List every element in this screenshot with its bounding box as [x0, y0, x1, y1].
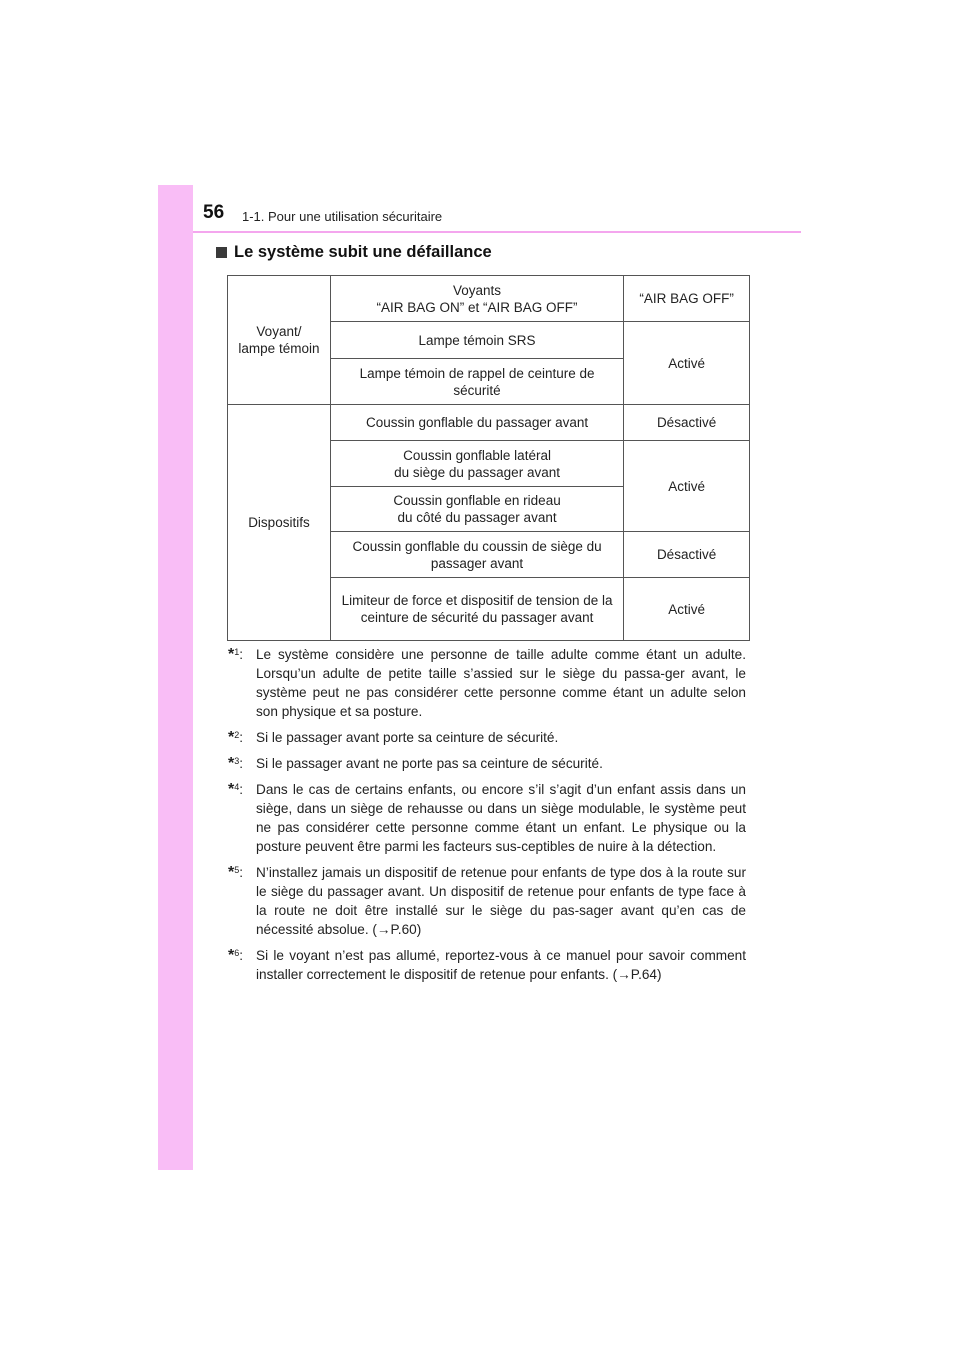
section-title: [216, 243, 492, 262]
footnote-text: Si le passager avant porte sa ceinture de sécurité.: [256, 730, 559, 745]
header-rule: [193, 231, 801, 233]
device-cell: Coussin gonflable du passager avant: [330, 405, 623, 441]
srs-lamp-cell: Lampe témoin SRS: [330, 322, 623, 359]
asterisk-icon: *: [228, 781, 235, 798]
footnote: *$^2$: Si le passager avant porte sa ceinture de sécurité.: [228, 728, 746, 747]
square-bullet-icon: [216, 247, 227, 258]
status-table: [227, 275, 750, 641]
device-cell: Coussin gonflable du coussin de siège du passager avant: [330, 532, 623, 578]
indicator-header-cell: Voyant/ lampe témoin: [228, 276, 331, 405]
footnote: *$^3$: Si le passager avant ne porte pas sa ceinture de sécurité.: [228, 754, 746, 773]
asterisk-icon: *: [228, 864, 235, 881]
footnote-text: Si le passager avant ne porte pas sa ceinture de sécurité.: [256, 756, 603, 771]
footnote: *$^5$: N’installez jamais un dispositif de retenue pour enfants de type dos à la route sur le siège du passager avant. Un dispositif de retenue pour enfants de type face à la route ne doit être installé sur le siège du pas-sager avant qu’en cas de nécessité absolue. (→P.60): [228, 864, 746, 937]
asterisk-icon: *: [228, 947, 235, 964]
device-status-cell: Activé: [624, 441, 750, 532]
table-row: [228, 405, 750, 441]
footnote-number: 2: [234, 730, 240, 740]
device-status-cell: Désactivé: [624, 532, 750, 578]
device-cell: Coussin gonflable en rideau du côté du passager avant: [330, 487, 623, 532]
footnote-text: Si le voyant n’est pas allumé, reportez-vous à ce manuel pour savoir comment installer correctement le dispositif de retenue pour enfants. (→P.64): [256, 948, 746, 982]
footnote: *$^4$: Dans le cas de certains enfants, ou encore s’il s’agit d’un enfant assis dans un siège, dans un siège de rehausse ou dans un siège modulable, le système peut ne pas considérer cette personne comme étant un enfant. Le physique ou la posture peuvent être parmi les facteurs sus-ceptibles de nuire à la détection.: [228, 781, 746, 854]
footnote-number: 3: [234, 756, 240, 766]
footnote-number: 4: [234, 782, 240, 792]
footnote: *$^6$: Si le voyant n’est pas allumé, reportez-vous à ce manuel pour savoir comment installer correctement le dispositif de retenue pour enfants. (→P.64): [228, 947, 746, 982]
footnotes: [228, 645, 746, 991]
asterisk-icon: *: [228, 755, 235, 772]
page-number: 56: [203, 202, 225, 223]
asterisk-icon: *: [228, 646, 235, 663]
device-cell: Limiteur de force et dispositif de tension de la ceinture de sécurité du passager avant: [330, 578, 623, 641]
side-tab-band: [158, 185, 193, 1170]
footnote-text: N’installez jamais un dispositif de retenue pour enfants de type dos à la route sur le siège du passager avant. Un dispositif de retenue pour enfants de type face à la route ne doit être installé sur le siège du pas-sager avant qu’en cas de nécessité absolue. (→P.60): [256, 865, 746, 937]
footnote-number: 6: [234, 948, 240, 958]
airbag-off-column-header: “AIR BAG OFF”: [624, 276, 750, 322]
footnote: *$^1$: Le système considère une personne de taille adulte comme étant un adulte. Lorsqu’un adulte de petite taille s’assied sur le siège du passa-ger avant, le système peut ne pas considérer cette personne comme étant un adulte selon son physique et sa posture.: [228, 646, 746, 719]
footnote-number: 5: [234, 865, 240, 875]
asterisk-icon: *: [228, 729, 235, 746]
section-title-text: Le système subit une défaillance: [234, 243, 492, 261]
indicators-column-header: Voyants “AIR BAG ON” et “AIR BAG OFF”: [330, 276, 623, 322]
footnote-number: 1: [234, 647, 240, 657]
running-head: 1-1. Pour une utilisation sécuritaire: [242, 209, 443, 224]
device-cell: Coussin gonflable latéral du siège du passager avant: [330, 441, 623, 487]
device-status-cell: Activé: [624, 578, 750, 641]
footnote-text: Le système considère une personne de taille adulte comme étant un adulte. Lorsqu’un adulte de petite taille s’assied sur le siège du passa-ger avant, le système peut ne pas considérer cette personne comme étant un adulte selon son physique et sa posture.: [256, 647, 746, 719]
footnote-text: Dans le cas de certains enfants, ou encore s’il s’agit d’un enfant assis dans un siège, dans un siège de rehausse ou dans un siège modulable, le système peut ne pas considérer cette personne comme étant un enfant. Le physique ou la posture peuvent être parmi les facteurs sus-ceptibles de nuire à la détection.: [256, 782, 746, 854]
lamps-status-cell: Activé: [624, 322, 750, 405]
seatbelt-lamp-cell: Lampe témoin de rappel de ceinture de sécurité: [330, 359, 623, 405]
devices-label-cell: Dispositifs: [228, 405, 331, 641]
table-header-row: [228, 276, 750, 322]
device-status-cell: Désactivé: [624, 405, 750, 441]
